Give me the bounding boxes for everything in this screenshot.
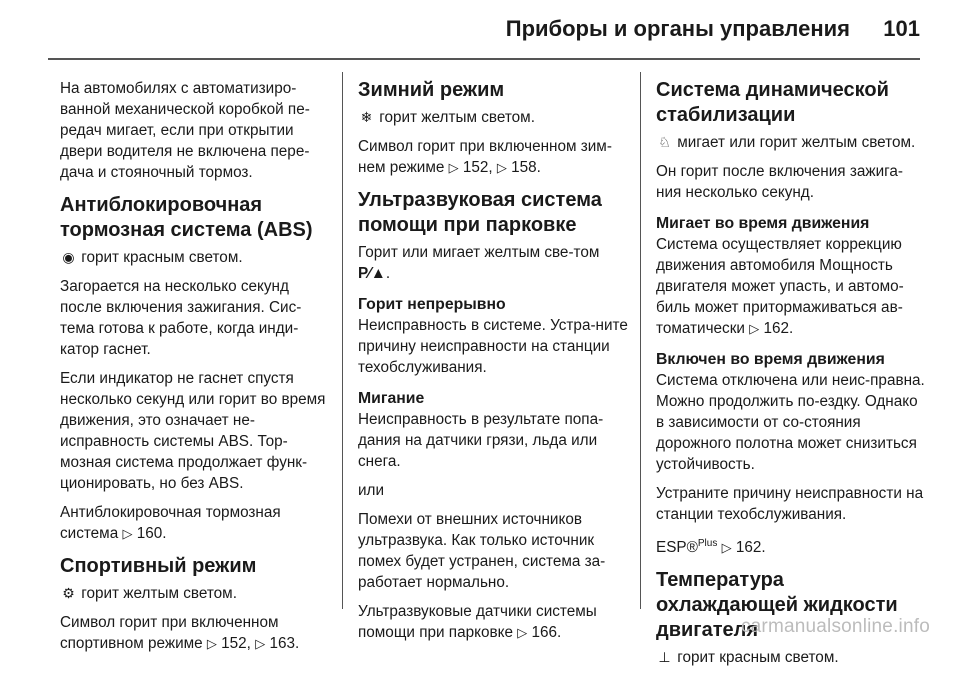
abs-warning-icon: ◉ xyxy=(62,249,75,265)
winter-lamp-text: горит желтым светом. xyxy=(379,109,535,126)
esp-paragraph-1: Он горит после включения зажига-ния несколько секунд. xyxy=(656,163,903,201)
sport-paragraph xyxy=(60,612,330,654)
winter-ref-text: Символ горит при включенном зим-нем режиме xyxy=(358,138,612,176)
park-heading: Ультразвуковая система помощи при парковке xyxy=(358,189,602,236)
sport-ref-page-1: 152, xyxy=(221,635,251,652)
coolant-lamp-line xyxy=(656,647,926,668)
sport-lamp-line xyxy=(60,583,330,604)
column-divider-1 xyxy=(342,72,343,609)
abs-paragraph-2: Если индикатор не гаснет спустя несколько секунд или горит во время движения, это означает не-исправность системы ABS. Тор-мозная система продолжает функ-ционировать, но без ABS. xyxy=(60,370,326,492)
abs-heading: Антиблокировочная тормозная система (ABS) xyxy=(60,194,313,241)
column-divider-2 xyxy=(640,72,641,609)
coolant-temperature-icon: ⊥ xyxy=(658,649,671,666)
sport-ref-page-2: 163. xyxy=(269,635,300,652)
flash-drive-ref: 162. xyxy=(763,320,794,337)
steady-heading: Горит непрерывно xyxy=(358,296,506,313)
sport-mode-icon: ⚙ xyxy=(62,585,75,601)
flash-drive-body xyxy=(656,234,926,339)
interference-paragraph: Помехи от внешних источников ультразвука. Как только источник помех будет устранен, система за-работает нормально. xyxy=(358,511,606,591)
sport-heading: Спортивный режим xyxy=(60,555,257,577)
winter-lamp-line xyxy=(358,107,628,128)
abs-lamp-text: горит красным светом. xyxy=(81,249,243,266)
column-3 xyxy=(656,78,926,676)
fix-paragraph: Устраните причину неисправности на станции техобслуживания. xyxy=(656,485,924,523)
winter-ref-page-1: 152, xyxy=(462,159,493,176)
esp-lamp-text: мигает или горит желтым светом. xyxy=(677,134,916,151)
header-rule xyxy=(48,58,920,60)
page-reference-icon: ▷ xyxy=(749,321,760,336)
sensors-ref-text: Ультразвуковые датчики системы помощи при парковке xyxy=(358,603,597,641)
esp-lamp-line xyxy=(656,132,926,153)
column-2 xyxy=(358,78,628,651)
flash-drive-heading: Мигает во время движения xyxy=(656,215,870,232)
esp-plus-sup: Plus xyxy=(697,538,718,549)
on-drive-body: Система отключена или неис-правна. Можно продолжить по-ездку. Однако в зависимости от со-стояния дорожного полотна может снизиться устойчивость. xyxy=(656,372,925,473)
esp-name: ESP® xyxy=(656,539,698,557)
esp-ref-page: 162. xyxy=(735,539,766,557)
esp-plus-ref xyxy=(656,533,926,558)
sensors-paragraph xyxy=(358,601,628,643)
flash-heading: Мигание xyxy=(358,390,425,407)
park-lamp-text: Горит или мигает желтым све-том xyxy=(358,244,600,261)
sensors-ref-page: 166. xyxy=(531,624,562,641)
park-pilot-icon: P⁄▲ xyxy=(358,265,386,282)
abs-lamp-line xyxy=(60,247,330,268)
winter-paragraph xyxy=(358,136,628,178)
sport-lamp-text: горит желтым светом. xyxy=(81,585,237,602)
page-header-title: Приборы и органы управления xyxy=(505,16,850,41)
flash-drive-text: Система осуществляет коррекцию движения автомобиля Мощность двигателя может упасть, и автомо-биль может притормаживаться ав-томатически xyxy=(656,236,904,337)
sport-ref-text: Символ горит при включенном спортивном режиме xyxy=(60,614,279,652)
column-1 xyxy=(60,78,330,662)
page-reference-icon: ▷ xyxy=(496,160,507,175)
winter-heading: Зимний режим xyxy=(358,79,505,101)
esp-heading: Система динамической стабилизации xyxy=(656,79,889,126)
coolant-heading: Температура охлаждающей жидкости двигателя xyxy=(656,569,898,642)
winter-ref-page-2: 158. xyxy=(511,159,541,176)
abs-ref-text: Антиблокировочная тормозная система xyxy=(60,504,281,542)
esp-icon: ♘ xyxy=(658,134,671,150)
page-reference-icon: ▷ xyxy=(517,625,528,640)
flash-body: Неисправность в результате попа-дания на датчики грязи, льда или снега. xyxy=(358,411,604,470)
steady-body: Неисправность в системе. Устра-ните причину неисправности на станции техобслуживания. xyxy=(358,317,628,376)
page-number: 101 xyxy=(883,16,920,41)
park-lamp-line: Горит или мигает желтым све-том P⁄▲. xyxy=(358,244,600,282)
intro-paragraph: На автомобилях с автоматизиро-ванной механической коробкой пе-редач мигает, если при открытии двери водителя не включена пере-дача и стояночный тормоз. xyxy=(60,80,310,181)
on-drive-heading: Включен во время движения xyxy=(656,351,885,368)
abs-paragraph-3 xyxy=(60,502,330,544)
page-reference-icon: ▷ xyxy=(206,636,217,651)
page-reference-icon: ▷ xyxy=(255,636,266,651)
page-reference-icon: ▷ xyxy=(721,540,732,556)
coolant-lamp-text: горит красным светом. xyxy=(677,649,839,667)
or-text: или xyxy=(358,482,385,499)
abs-ref-page: 160. xyxy=(136,525,167,542)
abs-paragraph-1: Загорается на несколько секунд после включения зажигания. Сис-тема готова к работе, когда инди-катор гаснет. xyxy=(60,278,302,358)
watermark: carmanualsonline.info xyxy=(740,616,930,637)
snowflake-icon: ❄ xyxy=(360,109,373,125)
page-reference-icon: ▷ xyxy=(122,526,133,541)
page-reference-icon: ▷ xyxy=(448,160,459,175)
